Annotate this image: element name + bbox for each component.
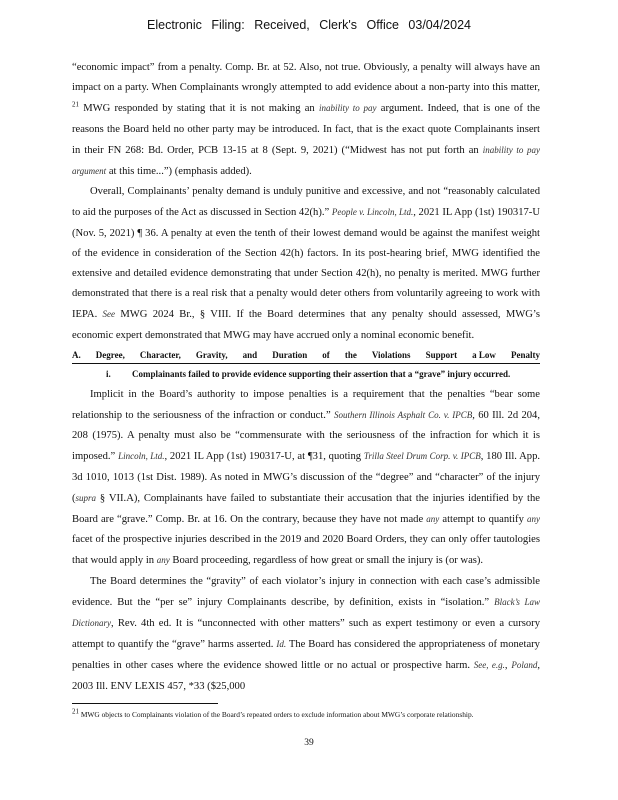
document-body — [72, 58, 540, 697]
footnote — [72, 707, 518, 719]
filing-header: Electronic Filing: Received, Clerk's Office 03/04/2024 — [147, 18, 471, 32]
paragraph-2: Overall, Complainants’ penalty demand is unduly punitive and excessive, and not “reasonably calculated to aid the purposes of the Act as discussed in Section 42(h).” People v. Lincoln, Ltd., 2021 IL App (1st) 190317-U (Nov. 5, 2021) ¶ 36. A penalty at even the tenth of their lowest demand would be against the manifest weight of the evidence in consideration of the Section 42(h) factors. In its post-hearing brief, MWG identified the extensive and detailed evidence demonstrating that under Section 42(h), no penalty is merited. MWG further demonstrated that there is a real risk that a penalty would deter others from voluntarily agreeing to work with IEPA. See MWG 2024 Br., § VIII. If the Board determines that any penalty should assessed, MWG’s economic expert demonstrated that MWG may have accrued only a nominal economic benefit. — [72, 186, 540, 341]
footnote-divider — [72, 703, 218, 704]
footnote-number: 21 — [72, 707, 79, 716]
paragraph-1: “economic impact” from a penalty. Comp. Br. at 52. Also, not true. Obviously, a penalty will always have an impact on a party. When Complainants wrongly attempted to add evidence about a non-party into this matter, $^{21}$ MWG responded by stating that it is not making an inability to pay argument. Indeed, that is one of the reasons the Board held no other party may be introduced. In fact, that is the exact quote Complainants insert in their FN 268: Bd. Order, PCB 13-15 at 8 (Sept. 9, 2021) (“Midwest has not put forth an inability to pay argument at this time...”) (emphasis added). — [72, 62, 540, 178]
paragraph-4: The Board determines the “gravity” of each violator’s injury in connection with each case’s admissible evidence. But the “per se” injury Complainants describe, by definition, exists in “isolation.” Black’s Law Dictionary, Rev. 4th ed. It is “unconnected with other matters” such as expert testimony or even a cursory attempt to quantify the “grave” harms asserted. Id. The Board has considered the appropriateness of monetary penalties in other cases where the evidence showed little or no actual or prospective harm. See, e.g., Poland, 2003 Ill. ENV LEXIS 457, *33 ($25,000 — [72, 575, 541, 692]
footnote-text: MWG objects to Complainants violation of the Board’s repeated orders to exclude information about MWG’s corporate relationship. — [80, 710, 474, 719]
section-heading: A. Degree, Character, Gravity, and Duration of the Violations Support a Low Penalty — [72, 348, 540, 364]
subsection-heading: i. Complainants failed to provide evidence supporting their assertion that a “grave” injury occurred. — [106, 368, 511, 379]
page-number: 39 — [304, 738, 314, 748]
paragraph-3: Implicit in the Board’s authority to impose penalties is a requirement that the penalties “bear some relationship to the seriousness of the infraction or conduct.” Southern Illinois Asphalt Co. v. IPCB, 60 Ill. 2d 204, 208 (1975). A penalty must also be “commensurate with the seriousness of the infraction for which it is imposed.” Lincoln, Ltd., 2021 IL App (1st) 190317-U, at ¶31, quoting Trilla Steel Drum Corp. v. IPCB, 180 Ill. App. 3d 1010, 1013 (1st Dist. 1989). As noted in MWG’s discussion of the “degree” and “character” of the injury (supra § VII.A), Complainants have failed to substantiate their accusation that the injuries identified by the Board are “grave.” Comp. Br. at 16. On the contrary, because they have not made any attempt to quantify any facet of the prospective injuries described in the 2019 and 2020 Board Orders, they can only offer tautologies that would apply in any Board proceeding, regardless of how great or small the injury is (or was). — [72, 388, 541, 567]
footnote-reference: 21 — [72, 100, 79, 109]
